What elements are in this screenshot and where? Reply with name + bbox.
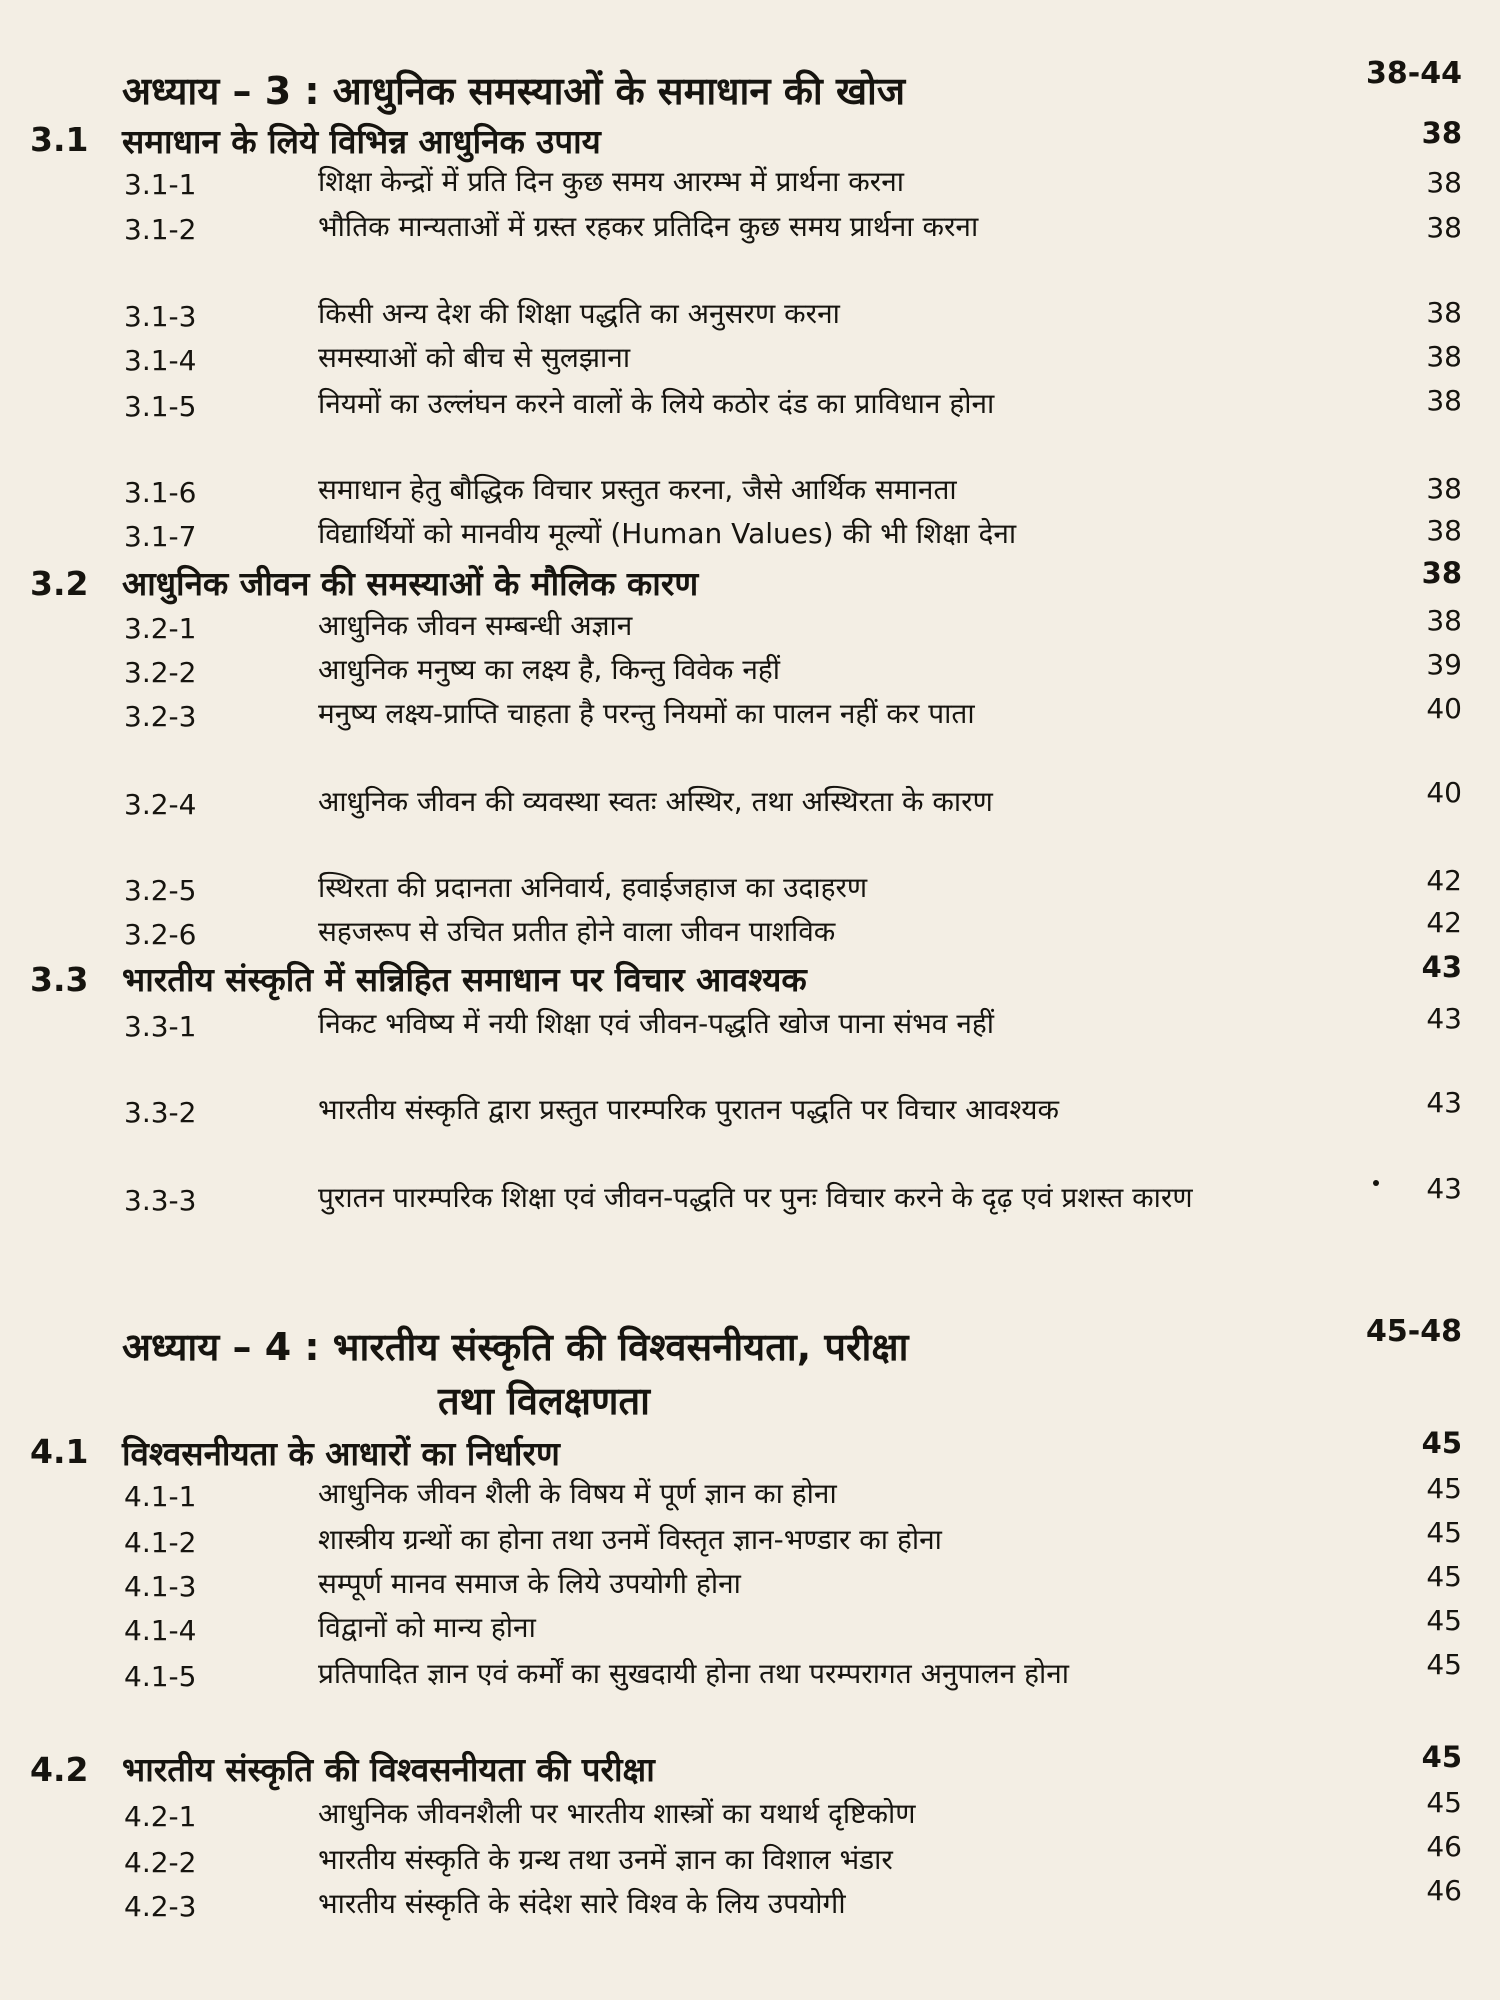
section-page: 43 (1421, 950, 1462, 984)
subsection-title: भारतीय संस्कृति के संदेश सारे विश्व के लिय उपयोगी (318, 1887, 846, 1920)
subsection-number: 3.3-1 (124, 1010, 197, 1043)
section-number: 3.1 (30, 120, 89, 159)
subsection-title: भौतिक मान्यताओं में ग्रस्त रहकर प्रतिदिन कुछ समय प्रार्थना करना (318, 210, 979, 243)
subsection-title: पुरातन पारम्परिक शिक्षा एवं जीवन-पद्धति पर पुनः विचार करने के दृढ़ एवं प्रशस्त कारण (318, 1181, 1193, 1214)
subsection-page: 45 (1426, 1560, 1462, 1593)
subsection-number: 3.2-1 (124, 612, 197, 645)
section-title: भारतीय संस्कृति की विश्वसनीयता की परीक्षा (122, 1750, 655, 1789)
subsection-title: भारतीय संस्कृति द्वारा प्रस्तुत पारम्परिक पुरातन पद्धति पर विचार आवश्यक (318, 1093, 1060, 1126)
subsection-page: 38 (1426, 340, 1462, 373)
subsection-title: आधुनिक जीवनशैली पर भारतीय शास्त्रों का यथार्थ दृष्टिकोण (318, 1797, 916, 1830)
subsection-page: 45 (1426, 1516, 1462, 1549)
subsection-title: शास्त्रीय ग्रन्थों का होना तथा उनमें विस्तृत ज्ञान-भण्डार का होना (318, 1523, 942, 1556)
subsection-page: 38 (1426, 384, 1462, 417)
subsection-page: 45 (1426, 1604, 1462, 1637)
chapter-3-heading: अध्याय – 3 : आधुनिक समस्याओं के समाधान की खोज (122, 69, 906, 113)
subsection-number: 4.2-3 (124, 1890, 197, 1923)
subsection-page: 40 (1426, 776, 1462, 809)
subsection-number: 3.3-3 (124, 1184, 197, 1217)
subsection-title: समस्याओं को बीच से सुलझाना (318, 341, 631, 374)
section-number: 4.1 (30, 1432, 89, 1471)
section-page: 38 (1421, 556, 1462, 590)
subsection-title: समाधान हेतु बौद्धिक विचार प्रस्तुत करना, जैसे आर्थिक समानता (318, 473, 957, 506)
section-title: समाधान के लिये विभिन्न आधुनिक उपाय (122, 122, 601, 161)
subsection-number: 3.2-3 (124, 700, 197, 733)
subsection-title: विद्यार्थियों को मानवीय मूल्यों (Human Values) की भी शिक्षा देना (318, 517, 1017, 550)
chapter-4-pages: 45-48 (1366, 1314, 1462, 1349)
subsection-title: आधुनिक जीवन शैली के विषय में पूर्ण ज्ञान का होना (318, 1477, 837, 1510)
subsection-number: 3.1-6 (124, 476, 197, 509)
subsection-number: 3.1-5 (124, 390, 197, 423)
chapter-4-heading: अध्याय – 4 : भारतीय संस्कृति की विश्वसनीयता, परीक्षा (122, 1325, 909, 1369)
subsection-title: आधुनिक मनुष्य का लक्ष्य है, किन्तु विवेक नहीं (318, 653, 781, 686)
subsection-number: 4.1-3 (124, 1570, 197, 1603)
subsection-number: 3.1-2 (124, 213, 197, 246)
subsection-title: भारतीय संस्कृति के ग्रन्थ तथा उनमें ज्ञान का विशाल भंडार (318, 1843, 893, 1876)
stray-dot (1373, 1180, 1379, 1186)
section-page: 45 (1421, 1426, 1462, 1460)
subsection-number: 4.1-4 (124, 1614, 197, 1647)
section-title: विश्वसनीयता के आधारों का निर्धारण (122, 1434, 560, 1473)
subsection-page: 38 (1426, 211, 1462, 244)
subsection-number: 3.2-2 (124, 656, 197, 689)
subsection-page: 42 (1426, 864, 1462, 897)
subsection-number: 4.2-2 (124, 1846, 197, 1879)
section-number: 3.3 (30, 960, 89, 999)
subsection-title: प्रतिपादित ज्ञान एवं कर्मों का सुखदायी होना तथा परम्परागत अनुपालन होना (318, 1657, 1070, 1690)
subsection-page: 38 (1426, 296, 1462, 329)
subsection-page: 38 (1426, 604, 1462, 637)
subsection-page: 46 (1426, 1874, 1462, 1907)
subsection-number: 3.1-1 (124, 168, 197, 201)
subsection-title: आधुनिक जीवन सम्बन्धी अज्ञान (318, 609, 633, 642)
subsection-title: स्थिरता की प्रदानता अनिवार्य, हवाईजहाज का उदाहरण (318, 871, 868, 904)
subsection-number: 3.2-5 (124, 874, 197, 907)
subsection-number: 4.2-1 (124, 1800, 197, 1833)
section-title: भारतीय संस्कृति में सन्निहित समाधान पर विचार आवश्यक (122, 960, 807, 999)
chapter-3-pages: 38-44 (1366, 56, 1462, 91)
subsection-title: शिक्षा केन्द्रों में प्रति दिन कुछ समय आरम्भ में प्रार्थना करना (318, 165, 905, 198)
subsection-number: 3.2-6 (124, 918, 197, 951)
subsection-number: 3.2-4 (124, 788, 197, 821)
subsection-number: 3.3-2 (124, 1096, 197, 1129)
subsection-page: 45 (1426, 1786, 1462, 1819)
subsection-title: मनुष्य लक्ष्य-प्राप्ति चाहता है परन्तु नियमों का पालन नहीं कर पाता (318, 697, 975, 730)
subsection-page: 43 (1426, 1172, 1462, 1205)
section-page: 38 (1421, 116, 1462, 150)
subsection-title: सम्पूर्ण मानव समाज के लिये उपयोगी होना (318, 1567, 741, 1600)
subsection-page: 43 (1426, 1086, 1462, 1119)
subsection-title: निकट भविष्य में नयी शिक्षा एवं जीवन-पद्धति खोज पाना संभव नहीं (318, 1007, 994, 1040)
subsection-page: 42 (1426, 906, 1462, 939)
subsection-page: 45 (1426, 1648, 1462, 1681)
subsection-number: 3.1-4 (124, 344, 197, 377)
subsection-page: 40 (1426, 692, 1462, 725)
chapter-4-heading-line2: तथा विलक्षणता (438, 1379, 650, 1423)
subsection-title: आधुनिक जीवन की व्यवस्था स्वतः अस्थिर, तथा अस्थिरता के कारण (318, 785, 993, 818)
subsection-page: 45 (1426, 1472, 1462, 1505)
section-number: 4.2 (30, 1750, 89, 1789)
subsection-number: 4.1-2 (124, 1526, 197, 1559)
subsection-title: किसी अन्य देश की शिक्षा पद्धति का अनुसरण करना (318, 297, 840, 330)
subsection-page: 38 (1426, 166, 1462, 199)
subsection-title: नियमों का उल्लंघन करने वालों के लिये कठोर दंड का प्राविधान होना (318, 387, 995, 420)
subsection-number: 3.1-7 (124, 520, 197, 553)
subsection-number: 4.1-1 (124, 1480, 197, 1513)
subsection-page: 43 (1426, 1002, 1462, 1035)
subsection-title: सहजरूप से उचित प्रतीत होने वाला जीवन पाशविक (318, 915, 836, 948)
subsection-page: 38 (1426, 514, 1462, 547)
section-number: 3.2 (30, 564, 89, 603)
subsection-number: 4.1-5 (124, 1660, 197, 1693)
section-title: आधुनिक जीवन की समस्याओं के मौलिक कारण (122, 564, 699, 603)
subsection-page: 39 (1426, 648, 1462, 681)
subsection-number: 3.1-3 (124, 300, 197, 333)
section-page: 45 (1421, 1740, 1462, 1774)
subsection-page: 46 (1426, 1830, 1462, 1863)
subsection-page: 38 (1426, 472, 1462, 505)
subsection-title: विद्वानों को मान्य होना (318, 1611, 536, 1644)
